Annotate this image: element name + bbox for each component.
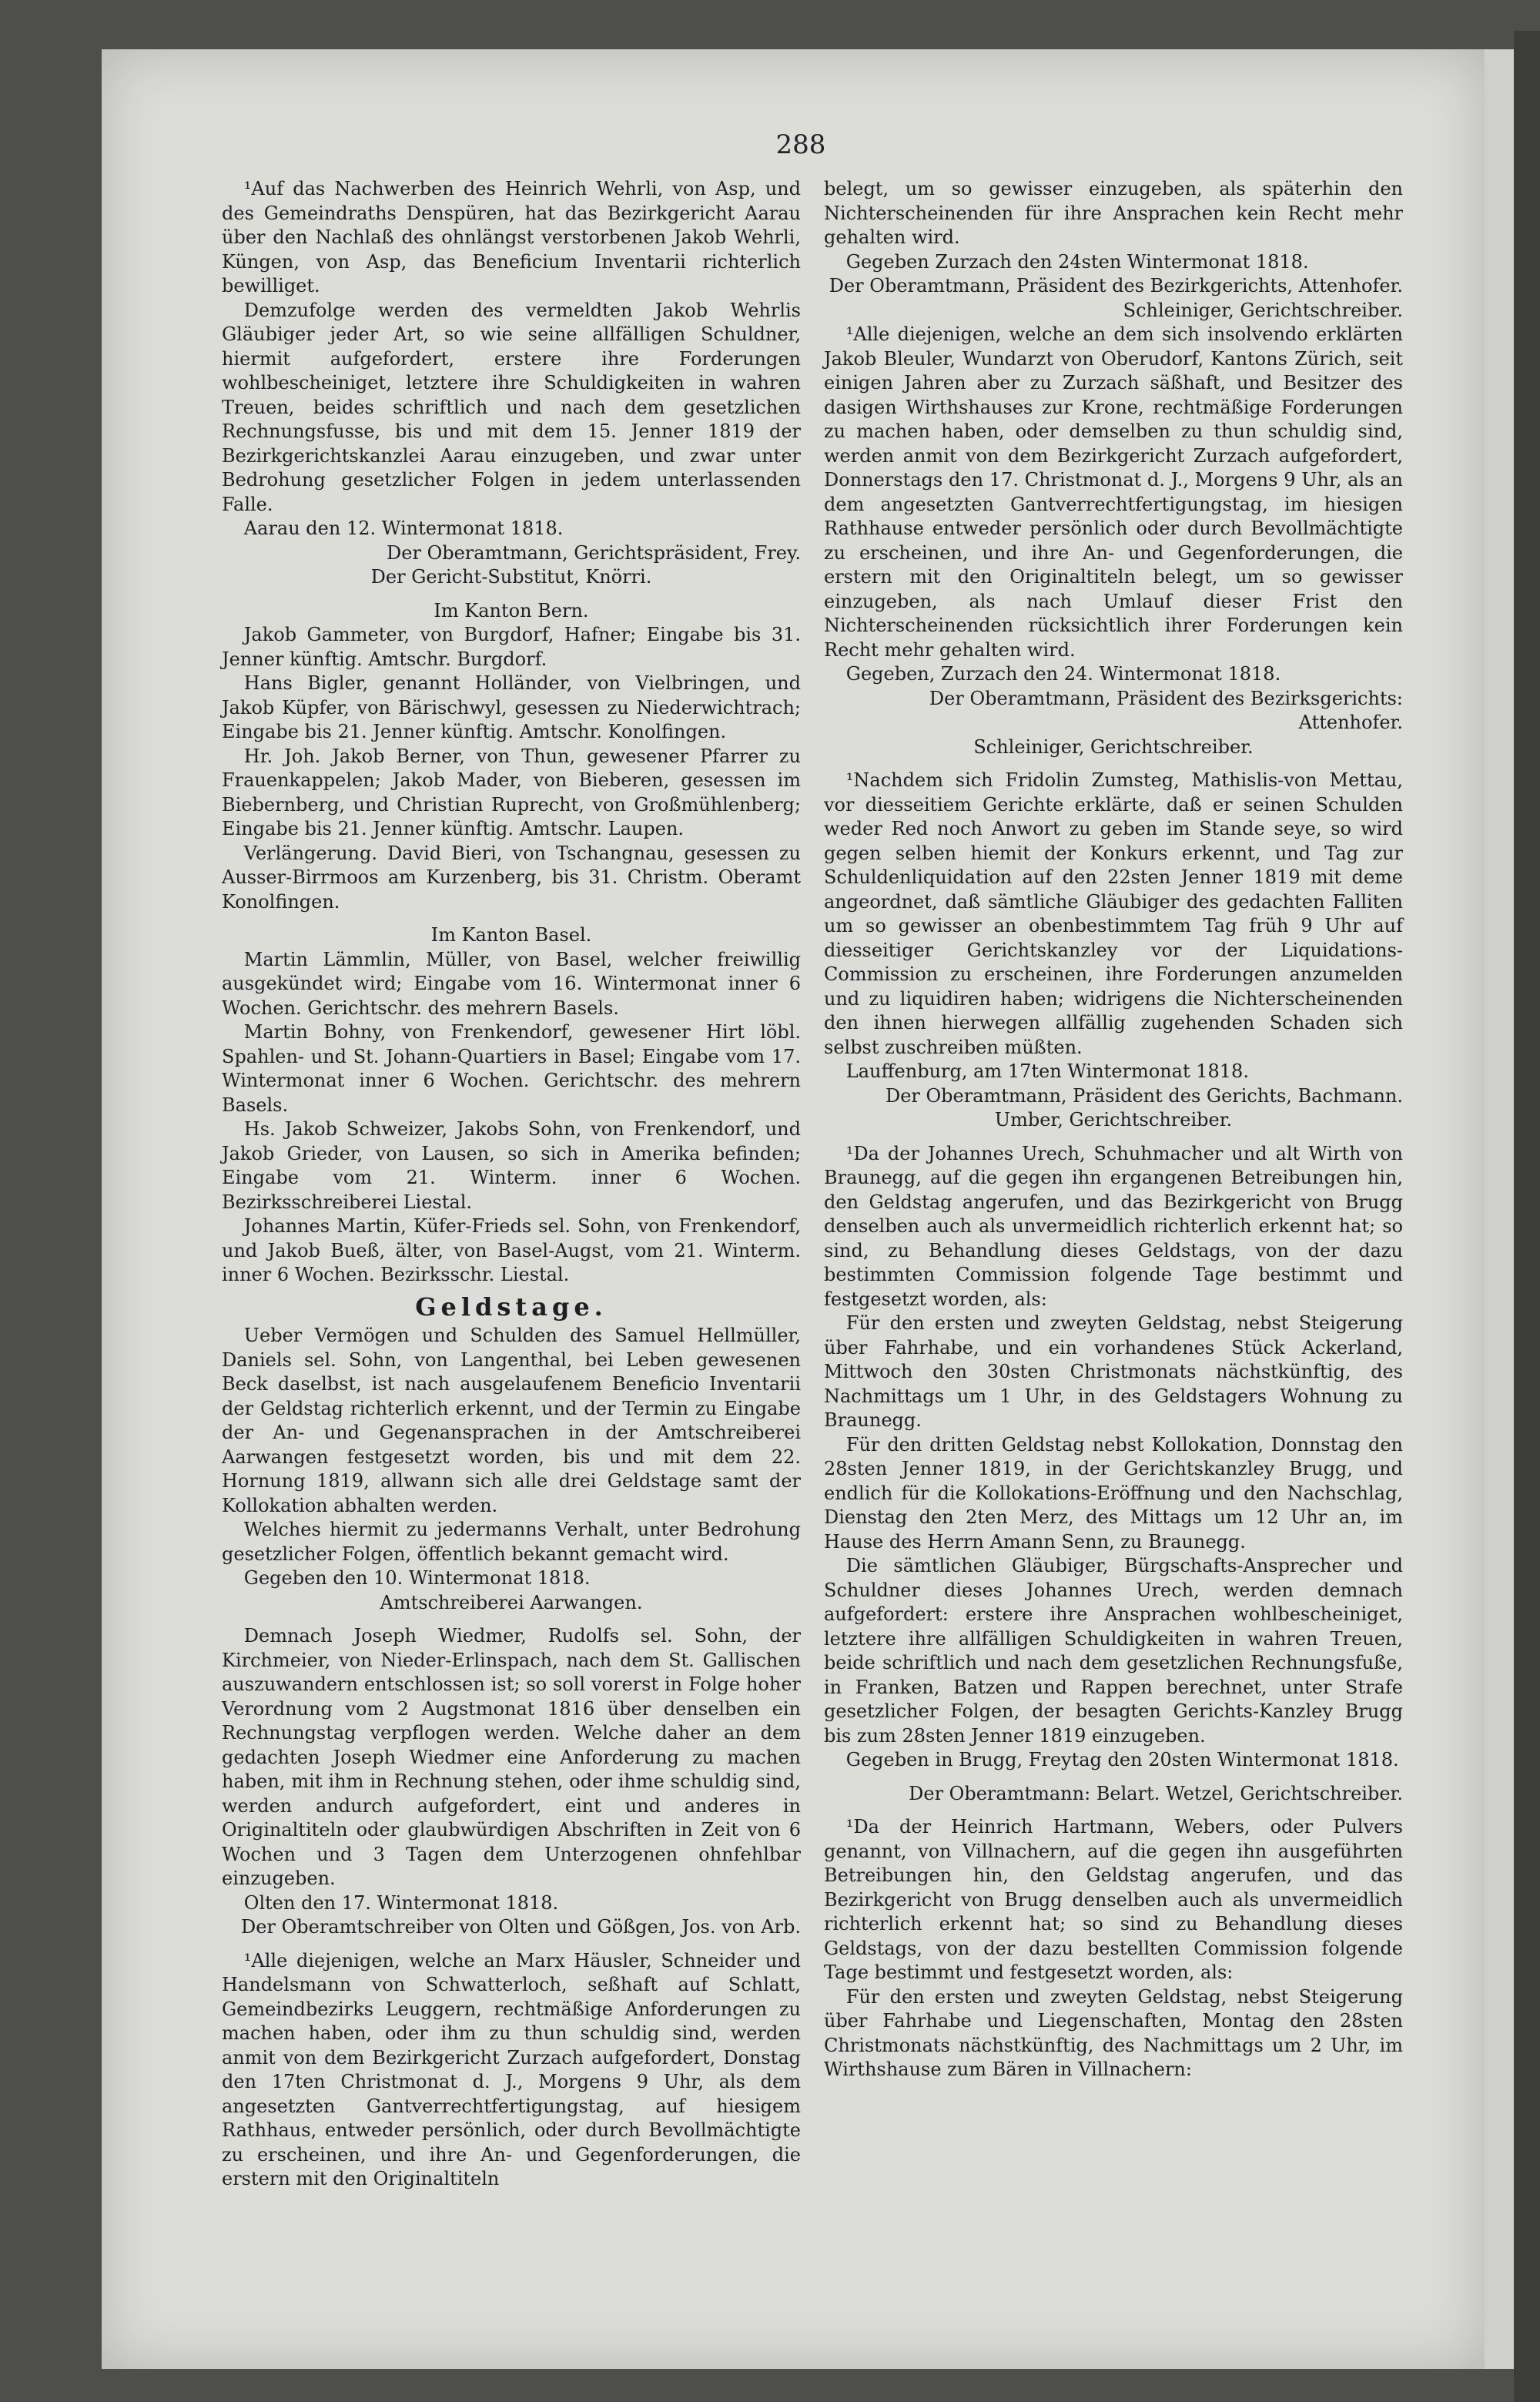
paragraph: Gegeben Zurzach den 24sten Wintermonat 1818. <box>845 250 1309 273</box>
next-page-edge <box>1485 49 1514 2369</box>
paragraph: ¹Alle diejenigen, welche an dem sich insolvendo erklärten Jakob Bleuler, Wundarzt von Oberudorf, Kantons Zürich, seit einigen Jahren aber zu Zurzach säßhaft, und Besitzer des dasigen Wirthshauses zur Krone, rechtmäßige Forderungen zu machen haben, oder demselben zu thun schuldig sind, werden anmit von dem Bezirkgericht Zurzach aufgefordert, Donnerstags den 17. Christmonat d. J., Morgens 9 Uhr, als an dem angesetzten Gantverrechtfertigungstag, im hiesigen Rathhause entweder persönlich oder durch Bevollmächtigte zu erscheinen, und ihre An- und Gegenforderungen, die erstern mit den Originaltiteln belegt, um so gewisser einzugeben, als nach Umlauf dieser Frist den Nichterscheinenden rücksichtlich ihrer Forderungen kein Recht mehr gehalten wird. <box>824 323 1403 661</box>
paragraph: belegt, um so gewisser einzugeben, als späterhin den Nichterscheinenden für ihre Ansprachen kein Recht mehr gehalten wird. <box>824 178 1403 248</box>
paragraph: Der Oberamtschreiber von Olten und Gößgen, Jos. von Arb. <box>241 1916 801 1938</box>
paragraph: Im Kanton Bern. <box>434 599 589 621</box>
paragraph: Schleiniger, Gerichtschreiber. <box>1123 299 1403 321</box>
paragraph: Gegeben den 10. Wintermonat 1818. <box>243 1567 591 1589</box>
paragraph: Für den ersten und zweyten Geldstag, nebst Steigerung über Fahrhabe und Liegenschaften, Montag den 28sten Christmonats nächstkünftig, des Nachmittags um 2 Uhr, im Wirthshause zum Bären in Villnachern: <box>824 1985 1403 2080</box>
paragraph: Der Oberamtmann, Präsident des Gerichts, Bachmann. <box>885 1084 1403 1107</box>
paragraph: ¹Da der Heinrich Hartmann, Webers, oder Pulvers genannt, von Villnachern, auf die gegen ihn ausgeführten Betreibungen hin, den Geldstag angerufen, und das Bezirkgericht von Brugg denselben auch als unvermeidlich richterlich erkennt hat; so sind zu Behandlung dieses Geldstags, von der dazu bestellten Commission folgende Tage bestimmt und festgesetzt worden, als: <box>824 1816 1403 1983</box>
paragraph: Verlängerung. David Bieri, von Tschangnau, gesessen zu Ausser-Birrmoos am Kurzenberg, bis 31. Christm. Oberamt Konolfingen. <box>222 842 801 913</box>
paragraph: Amtschreiberei Aarwangen. <box>380 1591 643 1613</box>
paragraph: ¹Alle diejenigen, welche an Marx Häusler, Schneider und Handelsmann von Schwatterloch, seßhaft auf Schlatt, Gemeindbezirks Leuggern, rechtmäßige Anforderungen zu machen haben, oder ihm zu thun schuldig sind, werden anmit von dem Bezirkgericht Zurzach aufgefordert, Donstag den 17ten Christmonat d. J., Morgens 9 Uhr, als dem angesetzten Gantverrechtfertigungstag, auf hiesigem Rathhaus, entweder persönlich, oder durch Bevollmächtigte zu erscheinen, und ihre An- und Gegenforderungen, die erstern mit den Originaltiteln <box>222 1949 801 2189</box>
right-column <box>824 177 1403 2082</box>
paragraph: Jakob Gammeter, von Burgdorf, Hafner; Eingabe bis 31. Jenner künftig. Amtschr. Burgdorf. <box>222 624 801 670</box>
paragraph: Schleiniger, Gerichtschreiber. <box>973 735 1254 758</box>
paragraph: Der Oberamtmann, Präsident des Bezirksgerichts: Attenhofer. <box>929 687 1403 733</box>
paragraph: ¹Auf das Nachwerben des Heinrich Wehrli, von Asp, und des Gemeindraths Denspüren, hat das Bezirkgericht Aarau über den Nachlaß des ohnlängst verstorbenen Jakob Wehrli, Küngen, von Asp, das Beneficium Inventarii richterlich bewilliget. <box>222 178 801 296</box>
left-column <box>222 177 801 2192</box>
paragraph: ¹Nachdem sich Fridolin Zumsteg, Mathislis-von Mettau, vor diesseitiem Gerichte erklärte, daß er seinen Schulden weder Red noch Anwort zu geben im Stande seye, so wird gegen selben hiemit der Konkurs erkennt, und Tag zur Schuldenliquidation auf den 22sten Jenner 1819 mit deme angeordnet, daß sämtliche Gläubiger des gedachten Falliten um so gewisser an obenbestimmtem Tag früh 9 Uhr auf diesseitiger Gerichtskanzley vor der Liquidations-Commission zu erscheinen, ihre Forderungen anzumelden und zu liquidiren haben; widrigens die Nichterscheinenden den ihnen hierwegen allfällig zugehenden Schaden sich selbst zuschreiben müßten. <box>824 769 1403 1058</box>
paragraph: Aarau den 12. Wintermonat 1818. <box>243 518 564 539</box>
paragraph: Hans Bigler, genannt Holländer, von Vielbringen, und Jakob Küpfer, von Bärischwyl, gesessen zu Niederwichtrach; Eingabe bis 21. Jenner künftig. Amtschr. Konolfingen. <box>222 672 801 742</box>
paragraph: Gegeben in Brugg, Freytag den 20sten Wintermonat 1818. <box>845 1749 1399 1771</box>
paragraph: Der Oberamtmann, Gerichtspräsident, Frey. <box>387 541 801 564</box>
paragraph: Demzufolge werden des vermeldten Jakob Wehrlis Gläubiger jeder Art, so wie seine allfälligen Schuldner, hiermit aufgefordert, erstere ihre Forderungen wohlbescheiniget, letztere ihre Schuldigkeiten in wahren Treuen, beides schriftlich und nach dem gesetzlichen Rechnungsfusse, bis und mit dem 15. Jenner 1819 der Bezirkgerichtskanzlei Aarau einzugeben, und zwar unter Bedrohung gesetzlicher Folgen in jedem unterlassenden Falle. <box>222 299 801 515</box>
paragraph: Lauffenburg, am 17ten Wintermonat 1818. <box>845 1060 1249 1082</box>
paragraph: Ueber Vermögen und Schulden des Samuel Hellmüller, Daniels sel. Sohn, von Langenthal, bei Leben gewesenen Beck daselbst, ist nach ausgelaufenem Beneficio Inventarii der Geldstag richterlich erkennt, und der Termin zu Eingabe der An- und Gegenansprachen in der Amtschreiberei Aarwangen festgesetzt worden, bis und mit dem 22. Hornung 1819, allwann sich alle drei Geldstage samt der Kollokation abhalten werden. <box>222 1325 801 1516</box>
paragraph: ¹Da der Johannes Urech, Schuhmacher und alt Wirth von Braunegg, auf die gegen ihn ergangenen Betreibungen hin, den Geldstag angerufen, und das Bezirkgericht von Brugg denselben auch als unvermeidlich richterlich erkennt hat; so sind, zu Behandlung dieses Geldstags, von der dazu bestimmten Commission folgende Tage bestimmt und festgesetzt worden, als: <box>824 1142 1403 1310</box>
paragraph: Hr. Joh. Jakob Berner, von Thun, gewesener Pfarrer zu Frauenkappelen; Jakob Mader, von Bieberen, gesessen im Biebernberg, und Christian Ruprecht, von Großmühlenberg; Eingabe bis 21. Jenner künftig. Amtschr. Laupen. <box>222 745 801 839</box>
paragraph: Gegeben, Zurzach den 24. Wintermonat 1818. <box>845 663 1281 685</box>
paragraph: Hs. Jakob Schweizer, Jakobs Sohn, von Frenkendorf, und Jakob Grieder, von Lausen, so sich in Amerika befinden; Eingabe vom 21. Winterm. inner 6 Wochen. Bezirksschreiberei Liestal. <box>222 1118 801 1213</box>
paragraph: Für den dritten Geldstag nebst Kollokation, Donnstag den 28sten Jenner 1819, in der Gerichtskanzley Brugg, und endlich für die Kollokations-Eröffnung und den Nachschlag, Dienstag den 2ten Merz, des Mittags um 12 Uhr an, im Hause des Herrn Amann Senn, zu Braunegg. <box>824 1433 1403 1553</box>
paragraph: Der Gericht-Substitut, Knörri. <box>370 566 652 588</box>
paragraph: Der Oberamtmann, Präsident des Bezirkgerichts, Attenhofer. <box>829 275 1403 296</box>
scanner-background <box>1514 31 1540 2402</box>
paragraph: Olten den 17. Wintermonat 1818. <box>243 1891 559 1914</box>
paragraph: Martin Lämmlin, Müller, von Basel, welcher freiwillig ausgekündet wird; Eingabe vom 16. Wintermonat inner 6 Wochen. Gerichtschr. des mehrern Basels. <box>222 948 801 1019</box>
paragraph: Umber, Gerichtschreiber. <box>994 1109 1233 1131</box>
page-number: 288 <box>775 129 826 160</box>
paragraph: Im Kanton Basel. <box>430 924 592 946</box>
paragraph: Welches hiermit zu jedermanns Verhalt, unter Bedrohung gesetzlicher Folgen, öffentlich bekannt gemacht wird. <box>222 1519 801 1565</box>
paragraph: Johannes Martin, Küfer-Frieds sel. Sohn, von Frenkendorf, und Jakob Bueß, älter, von Basel-Augst, vom 21. Winterm. inner 6 Wochen. Bezirksschr. Liestal. <box>222 1215 801 1285</box>
section-heading: Geldstage. <box>415 1291 608 1322</box>
paragraph: Für den ersten und zweyten Geldstag, nebst Steigerung über Fahrhabe, und ein vorhandenes Stück Ackerland, Mittwoch den 30sten Christmonats nächstkünftig, des Nachmittags um 1 Uhr, in des Geldstagers Wohnung zu Braunegg. <box>824 1312 1403 1431</box>
paragraph: Demnach Joseph Wiedmer, Rudolfs sel. Sohn, der Kirchmeier, von Nieder-Erlinspach, nach dem St. Gallischen auszuwandern entschlossen ist; so soll vorerst in Folge hoher Verordnung vom 2 Augstmonat 1816 über denselben ein Rechnungstag verpflogen werden. Welche daher an dem gedachten Joseph Wiedmer eine Anforderung zu machen haben, mit ihm in Rechnung stehen, oder ihme schuldig sind, werden andurch aufgefordert, eint und anderes in Originaltiteln oder glaubwürdigen Abschriften in Zeit von 6 Wochen und 3 Tagen dem Unterzogenen ohnfehlbar einzugeben. <box>222 1625 801 1889</box>
paragraph: Die sämtlichen Gläubiger, Bürgschafts-Ansprecher und Schuldner dieses Johannes Urech, werden demnach aufgefordert: erstere ihre Ansprachen wohlbescheiniget, letztere ihre allfälligen Schuldigkeiten in wahren Treuen, beide schriftlich und nach dem gesetzlichen Rechnungsfuße, in Franken, Batzen und Rappen berechnet, unter Strafe gesetzlicher Folgen, der besagten Gerichts-Kanzley Brugg bis zum 28sten Jenner 1819 einzugeben. <box>824 1555 1403 1747</box>
paragraph: Martin Bohny, von Frenkendorf, gewesener Hirt löbl. Spahlen- und St. Johann-Quartiers in Basel; Eingabe vom 17. Wintermonat inner 6 Wochen. Gerichtschr. des mehrern Basels. <box>222 1021 801 1116</box>
paragraph: Der Oberamtmann: Belart. Wetzel, Gerichtschreiber. <box>909 1782 1403 1804</box>
